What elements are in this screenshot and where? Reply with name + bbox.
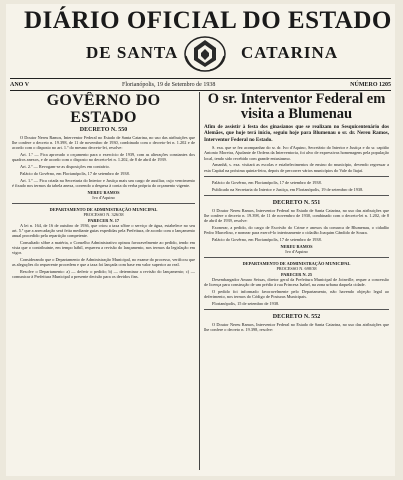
opinion-paragraph: Consultado sôbre a matéria, o Conselho Administrativo opinou favoravelmente ao pedido, tendo em vista que o contribuinte, em tempo hábil, requereu a revisão do lançamento, nos termos da legislação em vigor. xyxy=(12,240,195,256)
masthead-rule-bottom xyxy=(10,90,391,91)
masthead-subtitle-right: CATARINA xyxy=(241,43,339,62)
decree-paragraph: Publicado na Secretaria do Interior e Justiça, em Florianópolis, 19 de setembro de 1938. xyxy=(212,186,364,192)
opinion-paragraph: Considerando que o Departamento de Administração Municipal, no exame do processo, verificou que as alegações do requerente procedem e que a taxa foi lançada com base em valor superior ao real. xyxy=(12,257,195,268)
decree-paragraph: Art. 2.º — Revogam-se as disposições em contrário. xyxy=(20,164,110,170)
section-separator xyxy=(12,203,195,204)
decree-paragraph: Art. 1.º — Fica aprovado o orçamento para o exercício de 1939, com as alterações constantes dos quadros anexos, e de acordo com o disposto no decreto-lei n. 1.202, de 8 de abril de 1939. xyxy=(12,152,195,163)
decree-550-title: DECRETO N. 550 xyxy=(79,127,128,133)
issue-place-date: Florianópolis, 19 de Setembro de 1938 xyxy=(122,82,216,88)
opinion-paragraph: Resolve o Departamento: a) — deferir o pedido; b) — determinar a revisão do lançamento; c) — comunicar à Prefeitura Municipal a presente decisão para os devidos fins. xyxy=(12,269,195,280)
government-heading: GOVÊRNO DO ESTADO xyxy=(46,92,161,126)
decree-paragraph: Palácio do Govêrno, em Florianópolis, 17 de setembro de 1938. xyxy=(20,171,130,176)
issue-number: NÚMERO 1205 xyxy=(350,82,391,88)
section-separator xyxy=(204,309,389,310)
signature-secretary: Ivo d'Aquino xyxy=(92,195,115,200)
article-headline-line1: O sr. Interventor Federal em xyxy=(207,92,386,107)
decree-paragraph: Palácio do Govêrno, em Florianópolis, 17 de setembro de 1938. xyxy=(212,179,322,185)
signature-name: NEREU RAMOS xyxy=(280,243,313,249)
decree-paragraph: Exonerar, a pedido, do cargo de Escrivão do Crime e anexos da comarca de Blumenau, o cidadão Pedro Marcelino, e nomear para exercê-lo interinamente o cidadão Joaquim Cândido de Souza. xyxy=(204,225,389,236)
opinion-paragraph: Florianópolis, 15 de setembro de 1938. xyxy=(212,300,280,306)
decree-paragraph: Palácio do Govêrno, em Florianópolis, 17 de setembro de 1938. xyxy=(212,237,322,243)
right-column xyxy=(204,92,389,476)
section-separator xyxy=(204,195,389,196)
section-separator xyxy=(204,257,389,258)
article-paragraph: S. exa. que se fez acompanhar do sr. dr. Ivo d'Aquino, Secretário do Interior e Justiça e do sr. capitão Antonio Moreira, Ajudante de Ordens da Interventoria, foi alvo de expressivas homenagens pela população local, tendo sido recebido com grande entusiasmo. xyxy=(204,145,389,161)
issue-line xyxy=(10,80,391,90)
process-number: PROCESSO N. 698/38 xyxy=(276,266,317,272)
opinion-paragraph: O pedido foi informado favoravelmente pelo Departamento, não havendo objeção legal ao deferimento, nos termos do Código de Posturas Municipais. xyxy=(204,288,389,300)
decree-paragraph: O Doutor Nereu Ramos, Interventor Federal no Estado de Santa Catarina, no uso das atribuições que lhe confere o decreto n. 19.398, de 11 de novembro de 1930, combinado com o decreto-lei n. 1.202 e de acordo com o disposto no art. 1.º do mesmo decreto-lei, resolve: xyxy=(12,135,195,151)
department-heading: DEPARTAMENTO DE ADMINISTRAÇÃO MUNICIPAL xyxy=(49,207,158,213)
article-headline-line2: visita a Blumenau xyxy=(240,106,353,122)
decree-552-title: DECRETO N. 552 xyxy=(272,314,321,321)
masthead-subtitle-left: DE SANTA xyxy=(86,43,179,62)
issue-year: ANO V xyxy=(10,82,30,88)
department-heading: DEPARTAMENTO DE ADMINISTRAÇÃO MUNICIPAL xyxy=(242,261,351,267)
state-seal-icon xyxy=(182,34,228,74)
left-column xyxy=(12,92,195,476)
decree-paragraph: O Doutor Nereu Ramos, Interventor Federal no Estado de Santa Catarina, no uso das atribuições que lhe confere o decreto n. 19.398, de 11 de novembro de 1930, combinado com o decreto-lei n. 1.202, de 8 de abril de 1939, resolve: xyxy=(204,207,389,224)
opinion-paragraph: Desembargador Amaro Seixas, diretor geral da Prefeitura Municipal de Joinville, requer a concessão de licença para construção de um prédio à rua Princesa Isabel, na zona urbana daquela cidade. xyxy=(204,276,389,288)
masthead-rule-top xyxy=(10,78,391,79)
decree-551-title: DECRETO N. 551 xyxy=(272,199,321,206)
opinion-number: PARECER N. 25 xyxy=(280,271,313,277)
decree-paragraph: Art. 1.º — Fica criada na Secretaria do Interior e Justiça mais um cargo de auxiliar, cujo vencimento é fixado nos termos da tabela anexa, correndo a despesa à conta da verba própria do orçamento vigente. xyxy=(12,177,195,188)
signature-secretary: Ivo d'Aquino xyxy=(285,249,308,255)
section-separator xyxy=(204,176,389,177)
masthead xyxy=(6,4,395,76)
article-paragraph: Amanhã, s. exa. visitará as escolas e estabelecimentos de ensino do município, devendo regressar a esta Capital na próxima quinta-feira, depois de percorrer vários municípios do Vale do Itajaí. xyxy=(204,162,389,173)
process-number: PROCESSO N. 326/38 xyxy=(83,212,124,218)
opinion-paragraph: A lei n. 164, de 16 de outubro de 1936, que criou a taxa sôbre o serviço de água, estabelece no seu art. 5.º que a arrecadação será feita mediante guias expedidas pela Prefeitura, de acordo com o lançamento anual procedido pela repartição competente. xyxy=(12,222,195,239)
newspaper-page xyxy=(6,4,395,476)
column-divider xyxy=(199,92,200,470)
masthead-title: DIÁRIO OFICIAL DO ESTADO xyxy=(24,7,392,34)
opinion-number: PARECER N. 17 xyxy=(87,217,120,223)
decree-paragraph: O Doutor Nereu Ramos, Interventor Federal no Estado de Santa Catarina, no uso das atribuições que lhe confere o decreto n. 19.398, resolve: xyxy=(204,322,389,333)
signature-name: NEREU RAMOS xyxy=(87,189,120,195)
article-lead: Afim de assistir à festa dos ginasianos que se realizam no Sesquicentenário dos Alemães, que hoje terá início, seguiu hoje para Blumenau o sr. dr. Nereu Ramos, Interventor Federal no Estado. xyxy=(204,124,389,143)
